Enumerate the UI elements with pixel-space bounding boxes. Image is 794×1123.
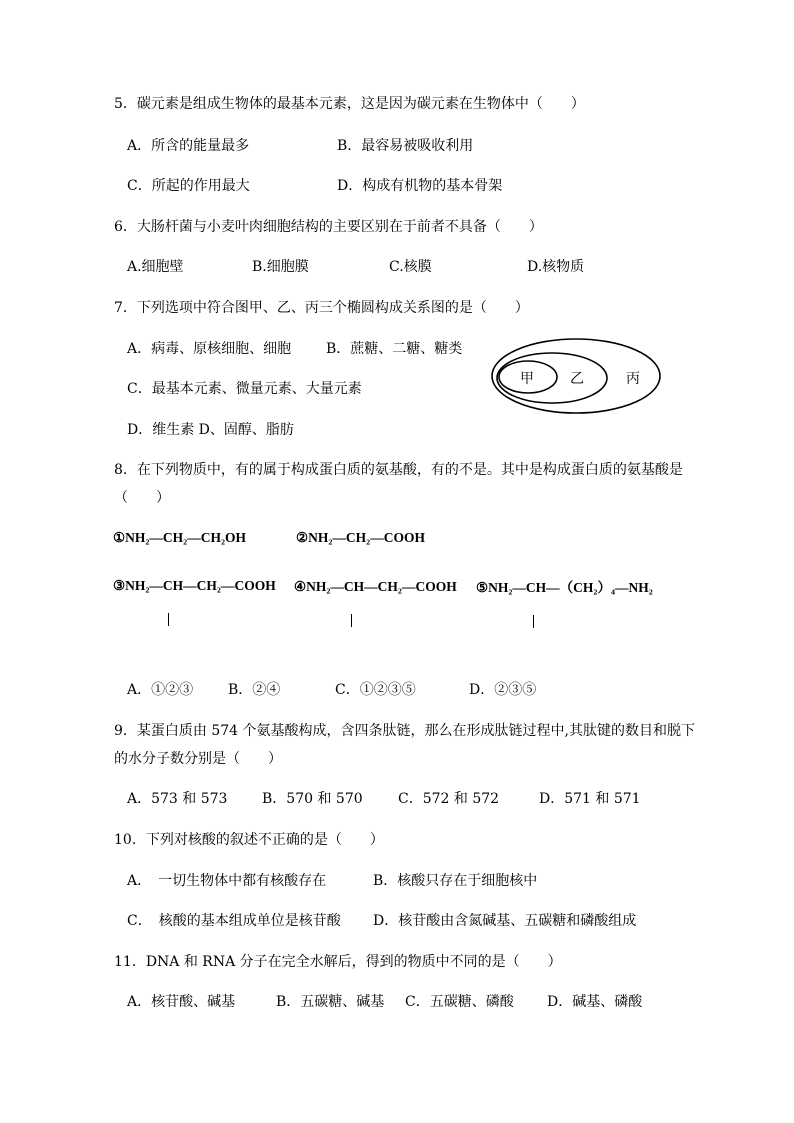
question-7-option-b: B．蔗糖、二糖、糖类 — [326, 341, 463, 357]
question-8-option-c: C．①②③⑤ — [335, 682, 416, 698]
question-8-stem-line1: 8．在下列物质中，有的属于构成蛋白质的氨基酸，有的不是。其中是构成蛋白质的氨基酸是 — [114, 462, 683, 478]
question-5-option-b: B．最容易被吸收利用 — [337, 138, 474, 154]
question-6-option-d: D.核物质 — [527, 259, 585, 275]
question-6-stem: 6．大肠杆菌与小麦叶肉细胞结构的主要区别在于前者不具备（ ） — [114, 219, 543, 235]
question-10-option-c: C． 核酸的基本组成单位是核苷酸 — [127, 913, 341, 929]
question-9-stem-line2: 的水分子数分别是（ ） — [114, 751, 282, 767]
question-7-option-a: A．病毒、原核细胞、细胞 — [127, 341, 292, 357]
question-5-option-a: A．所含的能量最多 — [127, 138, 250, 154]
question-10-option-a: A． 一切生物体中都有核酸存在 — [127, 873, 327, 889]
question-5-option-d: D．构成有机物的基本骨架 — [337, 178, 503, 194]
question-11-stem: 11．DNA 和 RNA 分子在完全水解后，得到的物质中不同的是（ ） — [114, 954, 562, 970]
question-6-option-a: A.细胞壁 — [127, 259, 184, 275]
question-9-option-a: A．573 和 573 — [127, 791, 228, 807]
question-6-option-b: B.细胞膜 — [252, 259, 309, 275]
question-10-stem: 10．下列对核酸的叙述不正确的是（ ） — [114, 832, 384, 848]
question-9-stem-line1: 9．某蛋白质由 574 个氨基酸构成，含四条肽链，那么在形成肽链过程中,其肽键的数目和脱下 — [114, 723, 695, 739]
question-5-option-c: C．所起的作用最大 — [127, 178, 250, 194]
label-bing: 丙 — [626, 371, 640, 387]
question-8-stem-line2: （ ） — [114, 490, 170, 506]
question-10-option-b: B．核酸只存在于细胞核中 — [373, 873, 538, 889]
formula-4: ④NH₂—CH—CH₂—COOH — [294, 579, 457, 594]
question-11-option-d: D．碱基、磷酸 — [547, 994, 643, 1010]
question-9-option-c: C．572 和 572 — [398, 791, 500, 807]
formula-1: ①NH₂—CH₂—CH₂OH — [113, 530, 246, 545]
question-5-stem: 5．碳元素是组成生物体的最基本元素，这是因为碳元素在生物体中（ ） — [114, 96, 585, 112]
question-8-option-a: A．①②③ — [127, 682, 194, 698]
question-8-option-d: D．②③⑤ — [469, 682, 537, 698]
question-9-option-d: D．571 和 571 — [539, 791, 641, 807]
question-6-option-c: C.核膜 — [389, 259, 432, 275]
ellipse-yi — [497, 353, 607, 403]
question-11-option-c: C．五碳糖、磷酸 — [405, 994, 514, 1010]
question-9-option-b: B．570 和 570 — [262, 791, 363, 807]
formula-3-side-bond — [168, 613, 169, 626]
question-7-option-d: D．维生素 D、固醇、脂肪 — [127, 422, 294, 438]
question-7-stem: 7．下列选项中符合图甲、乙、丙三个椭圆构成关系图的是（ ） — [114, 300, 529, 316]
formula-3: ③NH₂—CH—CH₂—COOH — [113, 578, 276, 593]
formula-5-side-bond — [533, 615, 534, 628]
question-11-option-a: A．核苷酸、碱基 — [127, 994, 236, 1010]
label-jia: 甲 — [520, 371, 534, 387]
question-10-option-d: D．核苷酸由含氮碱基、五碳糖和磷酸组成 — [373, 913, 637, 929]
question-11-option-b: B．五碳糖、碱基 — [276, 994, 385, 1010]
formula-4-side-bond — [351, 614, 352, 627]
label-yi: 乙 — [570, 371, 584, 387]
formula-2: ②NH₂—CH₂—COOH — [296, 530, 425, 545]
question-8-option-b: B．②④ — [228, 682, 281, 698]
formula-5: ⑤NH₂—CH—（CH₂）₄—NH₂ — [476, 580, 653, 595]
question-7-option-c: C．最基本元素、微量元素、大量元素 — [127, 381, 362, 397]
nested-ellipses-diagram — [490, 335, 665, 415]
